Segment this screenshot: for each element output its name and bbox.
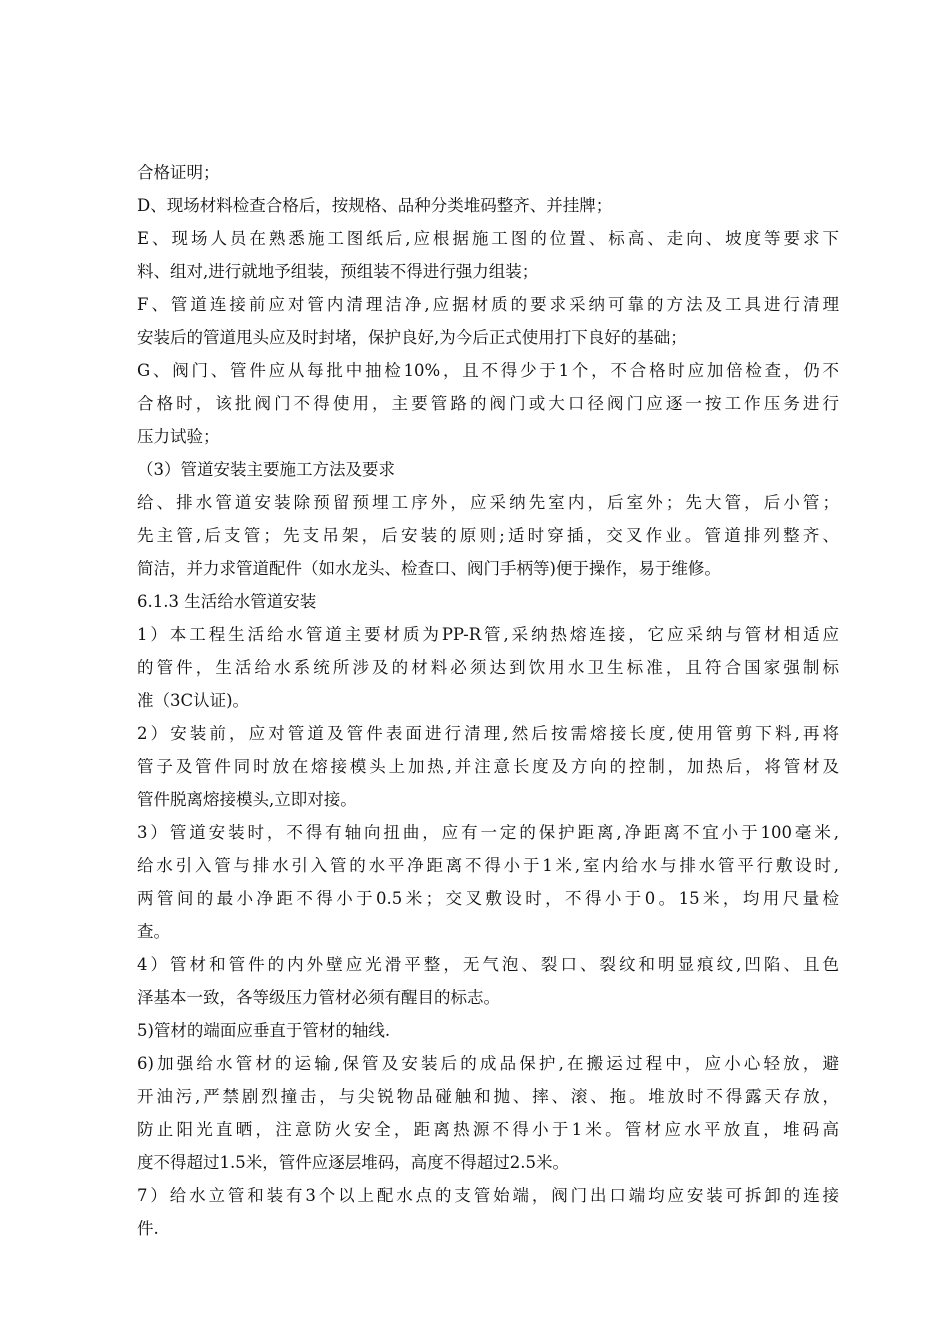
text-line: E、现场人员在熟悉施工图纸后,应根据施工图的位置、标高、走向、坡度等要求下: [137, 229, 839, 248]
text-line: 两管间的最小净距不得小于0.5米；交叉敷设时，不得小于0。15米，均用尺量检: [137, 889, 839, 908]
text-line: （3）管道安装主要施工方法及要求: [137, 460, 395, 479]
text-line: 防止阳光直晒，注意防火安全，距离热源不得小于1米。管材应水平放直，堆码高: [137, 1120, 839, 1139]
text-line: 先主管,后支管；先支吊架，后安装的原则;适时穿插，交叉作业。管道排列整齐、: [137, 526, 839, 545]
text-line: 管件脱离熔接模头,立即对接。: [137, 790, 357, 809]
text-line: 料、组对,进行就地予组装，预组装不得进行强力组装；: [137, 262, 539, 281]
text-line: 给、排水管道安装除预留预埋工序外，应采纳先室内，后室外；先大管，后小管；: [137, 493, 839, 512]
text-line: 压力试验；: [137, 427, 220, 446]
text-line: 泽基本一致，各等级压力管材必须有醒目的标志。: [137, 988, 500, 1007]
document-body: [137, 156, 839, 1245]
text-line: 给水引入管与排水引入管的水平净距离不得小于1米,室内给水与排水管平行敷设时,: [137, 856, 839, 875]
text-line: 7）给水立管和装有3个以上配水点的支管始端，阀门出口端均应安装可拆卸的连接: [137, 1186, 839, 1205]
text-line: 简洁，并力求管道配件（如水龙头、检查口、阀门手柄等)便于操作，易于维修。: [137, 559, 721, 578]
text-line: G、阀门、管件应从每批中抽检10%，且不得少于1个，不合格时应加倍检查，仍不: [137, 361, 839, 380]
text-line: 的管件，生活给水系统所涉及的材料必须达到饮用水卫生标准，且符合国家强制标: [137, 658, 839, 677]
text-line: 件.: [137, 1219, 159, 1238]
text-line: 3）管道安装时，不得有轴向扭曲，应有一定的保护距离,净距离不宜小于100毫米,: [137, 823, 839, 842]
text-line: D、现场材料检查合格后，按规格、品种分类堆码整齐、并挂牌；: [137, 196, 613, 215]
text-line: 安装后的管道甩头应及时封堵，保护良好,为今后正式使用打下良好的基础；: [137, 328, 687, 347]
text-line: 合格时，该批阀门不得使用，主要管路的阀门或大口径阀门应逐一按工作压务进行: [137, 394, 839, 413]
text-line: 准（3C认证)。: [137, 691, 250, 710]
text-line: 查。: [137, 922, 170, 941]
text-line: F、管道连接前应对管内清理洁净,应据材质的要求采纳可靠的方法及工具进行清理: [137, 295, 839, 314]
text-line: 6.1.3 生活给水管道安装: [137, 592, 317, 611]
text-line: 合格证明；: [137, 163, 220, 182]
text-line: 管子及管件同时放在熔接模头上加热,并注意长度及方向的控制，加热后，将管材及: [137, 757, 839, 776]
text-line: 1）本工程生活给水管道主要材质为PP-R管,采纳热熔连接，它应采纳与管材相适应: [137, 625, 839, 644]
text-line: 6)加强给水管材的运输,保管及安装后的成品保护,在搬运过程中，应小心轻放，避: [137, 1054, 839, 1073]
text-line: 开油污,严禁剧烈撞击，与尖锐物品碰触和抛、摔、滚、拖。堆放时不得露天存放，: [137, 1087, 839, 1106]
text-line: 4）管材和管件的内外壁应光滑平整，无气泡、裂口、裂纹和明显痕纹,凹陷、且色: [137, 955, 839, 974]
text-line: 5)管材的端面应垂直于管材的轴线.: [137, 1021, 391, 1040]
text-line: 2）安装前，应对管道及管件表面进行清理,然后按需熔接长度,使用管剪下料,再将: [137, 724, 839, 743]
text-line: 度不得超过1.5米，管件应逐层堆码，高度不得超过2.5米。: [137, 1153, 569, 1172]
